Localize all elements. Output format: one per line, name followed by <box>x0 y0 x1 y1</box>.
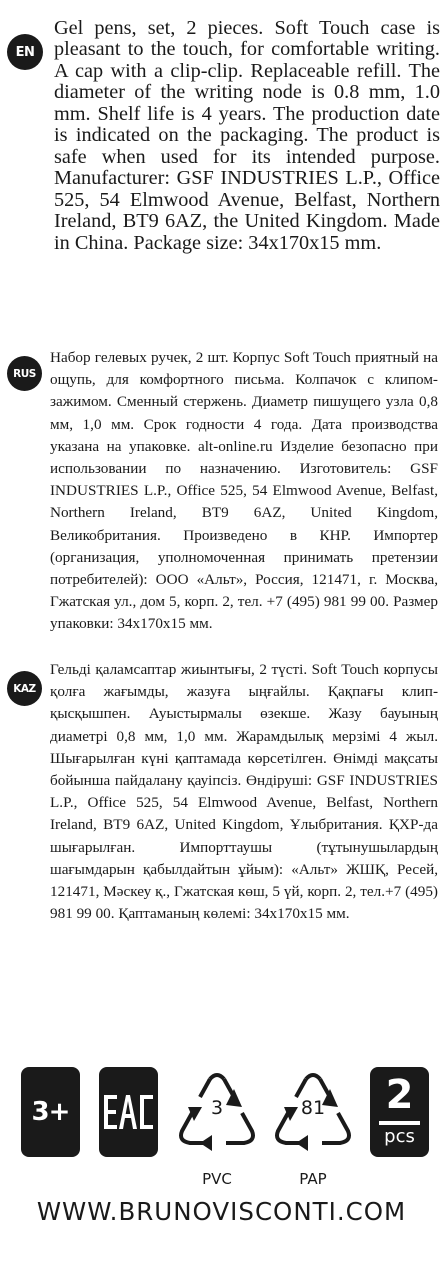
recycle-pvc-icon <box>172 1067 262 1191</box>
pieces-count-icon <box>370 1067 429 1157</box>
language-badge-kaz: KAZ <box>7 671 42 706</box>
certification-icons-row <box>0 1067 443 1197</box>
eac-mark-icon <box>99 1067 158 1157</box>
age-restriction-icon <box>21 1067 80 1157</box>
recycle-pap-number: 81 <box>300 1097 326 1119</box>
language-badge-rus: RUS <box>7 356 42 391</box>
recycle-pap-label: PAP <box>299 1170 327 1188</box>
eac-logo-graphic <box>99 1067 158 1157</box>
description-russian: Набор гелевых ручек, 2 шт. Корпус Soft Touch приятный на ощупь, для комфортного письма. Колпачок с клипом-зажимом. Сменный стержень. Диаметр пишущего узла 0,8 мм, 1,0 мм. Срок годности 4 года. Дата производства указана на упаковке. alt-online.ru Изделие безопасно при использовании по назначению. Изготовитель: GSF INDUSTRIES L.P., Office 525, 54 Elmwood Avenue, Belfast, Northern Ireland, BT9 6AZ, United Kingdom, Великобритания. Произведено в КНР. Импортер (организация, уполномоченная принимать претензии потребителей): ООО «Альт», Россия, 121471, г. Москва, Гжатская ул., дом 5, корп. 2, тел. +7 (495) 981 99 00. Размер упаковки: 34х170х15 мм. <box>50 349 438 633</box>
language-badge-en: EN <box>7 34 43 70</box>
pieces-count-number: 2 <box>385 1072 414 1118</box>
description-english: Gel pens, set, 2 pieces. Soft Touch case is pleasant to the touch, for comfortable writing. A cap with a clip-clip. Replaceable refill. The diameter of the writing node is 0.8 mm, 1.0 mm. Shelf life is 4 years. The production date is indicated on the packaging. The product is safe when used for its intended purpose. Manufacturer: GSF INDUSTRIES L.P., Office 525, 54 Elmwood Avenue, Belfast, Northern Ireland, BT9 6AZ, the United Kingdom. Made in China. Package size: 34x170x15 mm. <box>54 17 440 254</box>
recycle-pap-icon <box>268 1067 358 1191</box>
age-restriction-label: 3+ <box>31 1097 70 1127</box>
pieces-divider <box>379 1121 420 1125</box>
brand-website: WWW.BRUNOVISCONTI.COM <box>36 1197 407 1226</box>
recycle-pvc-label: PVC <box>202 1170 232 1188</box>
pieces-count-label: pcs <box>384 1126 415 1147</box>
recycle-pvc-number: 3 <box>210 1097 224 1119</box>
description-kazakh: Гельді қаламсаптар жиынтығы, 2 түсті. Soft Touch корпусы қолға жағымды, жазуға ыңғайлы. Қақпағы клип-қысқышпен. Ауыстырмалы өзекше. Жазу бауының диаметрі 0,8 мм, 1,0 мм. Жарамдылық мерзімі 4 жыл. Шығарылған күні қаптамада көрсетілген. Өнімді мақсаты бойынша пайдалану қауіпсіз. Өндіруші: GSF INDUSTRIES L.P., Office 525, 54 Elmwood Avenue, Belfast, Northern Ireland, BT9 6AZ, United Kingdom, Ұлыбритания. ҚХР-да шығарылған. Импорттаушы (тұтынушылардың шағымдарын қабылдайтын ұйым): «Альт» ЖШҚ, Ресей, 121471, Мәскеу қ., Гжатская көш, 5 үй, корп. 2, тел.+7 (495) 981 99 00. Қаптаманың көлемі: 34х170х15 мм. <box>50 661 438 923</box>
